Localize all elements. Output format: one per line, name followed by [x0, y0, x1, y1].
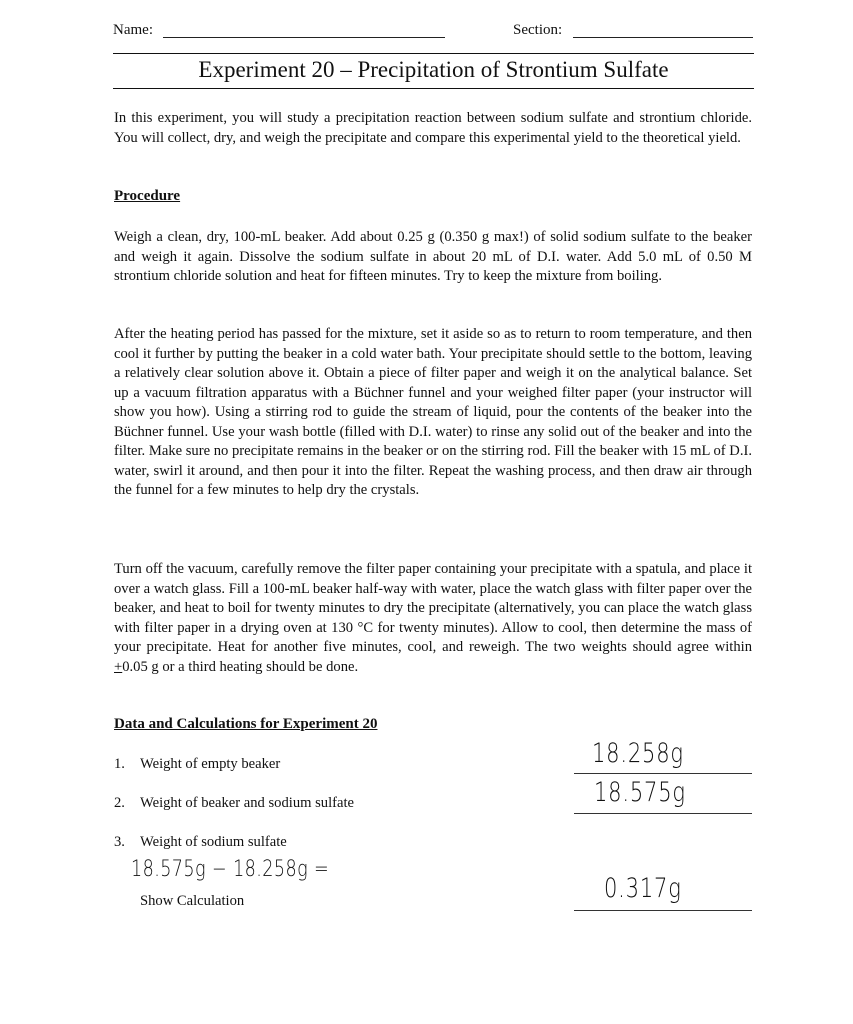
show-calculation-label: Show Calculation — [140, 893, 245, 909]
procedure-paragraph-1: Weigh a clean, dry, 100-mL beaker. Add about 0.25 g (0.350 g max!) of solid sodium sulfate to the beaker and weigh it again. Dissolve the sodium sulfate in about 20 mL of D.I. water. Add 5.0 mL of 0.50 M strontium chloride solution and heat for fifteen minutes. Try to keep the mixture from boiling. — [114, 229, 752, 284]
name-label: Name: — [113, 22, 153, 38]
handwritten-answer-1: 18.258g — [592, 738, 684, 769]
name-blank-line[interactable] — [163, 37, 445, 38]
item-number: 1. — [114, 756, 125, 772]
intro-paragraph: In this experiment, you will study a precipitation reaction between sodium sulfate and strontium chloride. You will collect, dry, and weigh the precipitate and compare this experimental yield to the theoretical yield. — [114, 110, 752, 146]
item-number: 3. — [114, 834, 125, 850]
data-item-2 — [114, 795, 354, 812]
procedure-paragraph-3-text: Turn off the vacuum, carefully remove the filter paper containing your precipitate with a spatula, and place it over a watch glass. Fill a 100-mL beaker half-way with water, place the watch glass with filter paper over the beaker, and heat to boil for twenty minutes to dry the precipitate (alternatively, you can place the watch glass with filter paper in a drying oven at 130 °C for twenty minutes). Allow to cool, then determine the mass of your precipitate. Heat for another five minutes, cool, and reweigh. The two weights should agree within — [114, 561, 752, 655]
answer-line-3[interactable] — [574, 910, 752, 911]
procedure-paragraph-3 — [114, 560, 752, 677]
answer-line-1[interactable] — [574, 773, 752, 774]
item-number: 2. — [114, 795, 125, 811]
handwritten-calculation: 18.575g − 18.258g = — [131, 857, 330, 882]
procedure-paragraph-3-end: 0.05 g or a third heating should be done. — [122, 658, 359, 675]
data-item-3 — [114, 834, 287, 851]
handwritten-answer-2: 18.575g — [594, 777, 686, 808]
title-top-rule — [113, 53, 754, 54]
item-label: Weight of beaker and sodium sulfate — [140, 795, 355, 811]
section-blank-line[interactable] — [573, 37, 753, 38]
procedure-paragraph-2: After the heating period has passed for the mixture, set it aside so as to return to room temperature, and then cool it further by putting the beaker in a cold water bath. Your precipitate should settle to the bottom, leaving a relatively clear solution above it. Obtain a piece of filter paper and weigh it on the analytical balance. Set up a vacuum filtration apparatus with a Büchner funnel and your weighed filter paper (your instructor will show you how). Using a stirring rod to guide the stream of liquid, pour the contents of the beaker into the Büchner funnel. Use your wash bottle (filled with D.I. water) to rinse any solid out of the beaker and into the filter. Make sure no precipitate remains in the beaker or on the stirring rod. Fill the beaker with 15 mL of D.I. water, swirl it around, and then pour it into the filter. Repeat the washing process, and then draw air through the funnel for a few minutes to help dry the crystals. — [114, 326, 752, 498]
data-item-1 — [114, 756, 280, 773]
header-row — [113, 22, 753, 42]
item-label: Weight of sodium sulfate — [140, 834, 287, 850]
data-heading: Data and Calculations for Experiment 20 — [114, 716, 378, 732]
title-bottom-rule — [113, 88, 754, 89]
handwritten-answer-3: 0.317g — [604, 873, 682, 904]
section-label: Section: — [513, 22, 563, 38]
page-title: Experiment 20 – Precipitation of Strontium Sulfate — [198, 57, 669, 82]
tolerance-sign: + — [114, 658, 123, 675]
item-label: Weight of empty beaker — [140, 756, 281, 772]
procedure-heading: Procedure — [114, 188, 181, 204]
answer-line-2[interactable] — [574, 813, 752, 814]
